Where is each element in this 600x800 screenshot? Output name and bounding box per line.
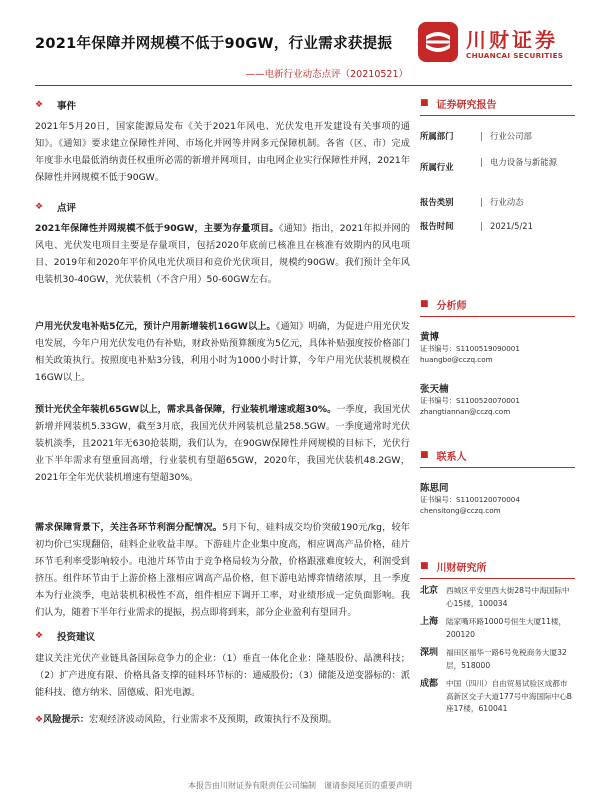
address-list (420, 585, 575, 716)
diamond-bullet-icon: ❖ (35, 715, 44, 725)
analyst-email[interactable]: zhangtiannan@cczq.com (420, 407, 511, 416)
address-city: 深圳 (420, 648, 439, 658)
info-key: 报告类别 (420, 197, 454, 207)
contact-title: 联系人 (436, 451, 467, 463)
sidebar-divider (420, 578, 575, 579)
analyst-entry (420, 381, 575, 417)
address-row (420, 678, 575, 716)
analyst-name: 黄博 (420, 332, 440, 343)
section-comment-header (35, 199, 410, 215)
header-divider (35, 85, 572, 86)
comment-1-body: 《通知》指出，2021年拟并网的风电、光伏发电项目主要是存量项目，包括2020年底前已核准且在核准有效期内的风电项目、2019年和2020年平价风电光伏项目和竞价光伏项目，规模约90GW。我们预计全年风电装机30-40GW，光伏装机（不含户用）50-60GW左右。 (35, 223, 411, 285)
sidebar (420, 95, 575, 716)
info-separator: | (480, 197, 483, 207)
contact-name: 陈思同 (420, 483, 449, 494)
contact-cert: 证书编号：S1100120070004 (420, 495, 520, 504)
info-separator: | (480, 157, 483, 167)
comment-paragraph-1 (35, 220, 410, 288)
page-footer: 本报告由川财证券有限责任公司编制 谨请参阅尾页的重要声明 (188, 781, 412, 790)
comment-2-lead: 户用光伏发电补贴5亿元，预计户用新增装机16GW以上。 (35, 321, 276, 332)
comment-1-lead: 2021年保障性并网规模不低于90GW，主要为存量项目。 (35, 223, 279, 234)
square-bullet-icon: ■ (420, 299, 429, 309)
address-row (420, 585, 575, 610)
contact-entry (420, 480, 575, 516)
section-event-label: 事件 (57, 101, 77, 112)
report-info-header (420, 95, 575, 111)
sidebar-divider (420, 316, 575, 317)
report-info-table (420, 130, 575, 244)
address-text: 陆家嘴环路1000号恒生大厦11楼，200120 (446, 617, 567, 639)
comment-paragraph-2 (35, 318, 410, 386)
sidebar-divider (420, 115, 575, 116)
institute-header (420, 558, 575, 574)
risk-body: 宏观经济波动风险，行业需求不及预期，政策执行不及预期。 (89, 714, 338, 725)
diamond-bullet-icon: ❖ (35, 100, 44, 110)
event-paragraph: 2021年5月20日，国家能源局发布《关于2021年风电、光伏发电开发建设有关事项的通知》。《通知》要求建立保障性并网、市场化并网等并网多元保障机制。各省（区、市）完成年度非水电最低消纳责任权重所必需的新增并网项目，由电网企业实行保障性并网，2021年保障性并网规模不低于90GW。 (35, 121, 410, 183)
analyst-entry (420, 329, 575, 365)
info-value: 行业动态 (490, 197, 524, 207)
info-key: 报告时间 (420, 221, 454, 231)
address-text: 福田区福华一路6号免税商务大厦32层，518000 (446, 648, 567, 670)
analyst-title: 分析师 (436, 300, 467, 312)
report-subtitle: ——电新行业动态点评（20210521） (245, 69, 408, 80)
risk-label: 风险提示： (43, 714, 90, 725)
risk-paragraph (35, 711, 410, 729)
comment-3-body: 一季度，我国光伏新增并网装机5.33GW，截至3月底，我国光伏并网装机总量258.5GW。一季度通常时光伏装机淡季，且2021年无630抢装期，我们认为，在90GW保障性并网规模的目标下，光伏行业下半年需求有望重回高增，行业装机有望超65GW，2020年，我国光伏装机48.2GW，2021年全年光伏装机增速有望超30%。 (35, 404, 411, 483)
info-key: 所属行业 (420, 162, 454, 172)
comment-2-body: 《通知》明确，为促进户用光伏发电发展，今年户用光伏发电仍有补贴，财政补贴预算额度为5亿元，具体补贴强度按价格部门相关政策执行。按照度电补贴3分钱，利用小时为1000小时计算，今年户用光伏装机规模在16GW以上。 (35, 321, 410, 383)
section-comment-label: 点评 (57, 203, 77, 214)
address-row (420, 647, 575, 672)
chuancai-logo-icon (418, 22, 458, 62)
info-separator: | (480, 131, 483, 141)
diamond-bullet-icon: ❖ (35, 631, 44, 641)
address-text: 西城区平安里西大街28号中海国际中心15楼，100034 (446, 586, 570, 608)
analyst-name: 张天楠 (420, 384, 449, 395)
address-city: 成都 (420, 679, 439, 689)
info-row-industry (420, 156, 575, 196)
logo-english-name: CHUANCAI SECURITIES (466, 51, 564, 60)
comment-paragraph-3 (35, 401, 410, 486)
company-logo (418, 22, 578, 72)
info-row-dept (420, 130, 575, 156)
square-bullet-icon: ■ (420, 561, 429, 571)
info-value: 2021/5/21 (490, 221, 533, 231)
address-city: 北京 (420, 586, 439, 596)
info-row-type (420, 196, 575, 220)
institute-title: 川财研究所 (436, 562, 487, 574)
comment-4-body: 5月下旬，硅料成交均价突破190元/kg，较年初均价已实现翻倍，硅料企业收益丰厚。下游硅片企业集中度高，相应调高产品价格，硅片环节毛利率受影响较小。电池片环节由于竞争格局较为分散，价格跟涨难度较大，利润受到挤压。组件环节由于上游价格上涨相应调高产品价格，但下游电站博弈情绪浓厚，且一季度本为行业淡季，电站装机积极性不高，组件相应下调开工率，对业绩形成一定负面影响。我们认为，随着下半年行业需求的提振，拐点即将到来，部分企业盈利有望回升。 (35, 522, 410, 618)
sidebar-divider (420, 467, 575, 468)
square-bullet-icon: ■ (420, 98, 429, 108)
section-invest-header (35, 628, 410, 644)
section-invest-label: 投资建议 (57, 632, 96, 643)
comment-3-lead: 预计光伏全年装机65GW以上，需求具备保障，行业装机增速或超30%。 (35, 404, 337, 415)
address-text: 中国（四川）自由贸易试验区成都市高新区交子大道177号中海国际中心B座17楼，610041 (446, 679, 573, 713)
report-info-title: 证券研究报告 (436, 99, 497, 111)
contact-email[interactable]: chensitong@cczq.com (420, 506, 501, 515)
logo-chinese-name: 川财证券 (466, 28, 558, 52)
info-separator: | (480, 221, 483, 231)
info-value: 行业公司部 (490, 131, 532, 141)
info-value: 电力设备与新能源 (490, 157, 557, 167)
address-row (420, 616, 575, 641)
analyst-cert: 证书编号：S1100520070001 (420, 396, 520, 405)
diamond-bullet-icon: ❖ (35, 202, 44, 212)
analyst-header (420, 296, 575, 312)
contact-header (420, 447, 575, 463)
comment-paragraph-4 (35, 519, 410, 621)
analyst-cert: 证书编号：S1100519090001 (420, 344, 520, 353)
report-title: 2021年保障并网规模不低于90GW，行业需求获提振 (35, 36, 393, 52)
invest-paragraph: 建议关注光伏产业链具备国际竞争力的企业：（1）垂直一体化企业：隆基股份、晶澳科技；（2）扩产进度有限、价格具备支撑的硅料环节标的：通威股份；（3）储能及逆变器标的：派能科技、德方纳米、固德威、阳光电源。 (35, 653, 410, 698)
comment-4-lead: 需求保障背景下，关注各环节利润分配情况。 (35, 522, 223, 533)
address-city: 上海 (420, 617, 439, 627)
info-row-date (420, 220, 575, 244)
analyst-email[interactable]: huangbo@cczq.com (420, 355, 493, 364)
info-key: 所属部门 (420, 131, 454, 141)
section-event-header (35, 97, 410, 113)
square-bullet-icon: ■ (420, 450, 429, 460)
